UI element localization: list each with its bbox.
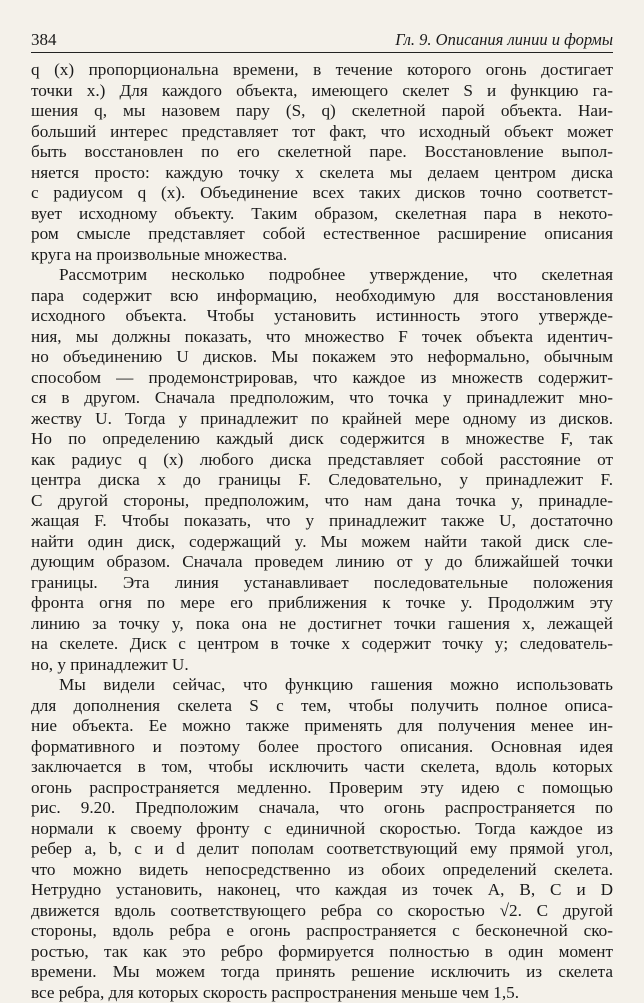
text-line: Но по определению каждый диск содержится в множестве F, так (31, 429, 613, 450)
text-line: вует исходному объекту. Таким образом, скелетная пара в некото- (31, 204, 613, 225)
text-line: что можно видеть непосредственно из обоих определений скелета. (31, 860, 613, 881)
text-line: точки x.) Для каждого объекта, имеющего скелет S и функцию га- (31, 81, 613, 102)
text-line: стороны, вдоль ребра e огонь распространяется с бесконечной ско- (31, 921, 613, 942)
text-line: q (x) пропорциональна времени, в течение которого огонь достигает (31, 60, 613, 81)
text-line: исходного объекта. Чтобы установить истинность этого утвержде- (31, 306, 613, 327)
paragraph (31, 265, 613, 675)
text-line: способом — продемонстрировав, что каждое из множеств содержит- (31, 368, 613, 389)
text-line: быть восстановлен по его скелетной паре. Восстановление выпол- (31, 142, 613, 163)
text-line: но объединению U дисков. Мы покажем это неформально, обычным (31, 347, 613, 368)
text-line: с радиусом q (x). Объединение всех таких дисков точно соответст- (31, 183, 613, 204)
text-line: времени. Мы можем тогда принять решение исключить из скелета (31, 962, 613, 983)
text-line: огонь распространяется медленно. Проверим эту идею с помощью (31, 778, 613, 799)
text-line: С другой стороны, предположим, что нам дана точка y, принадле- (31, 491, 613, 512)
text-line: центра диска x до границы F. Следовательно, y принадлежит F. (31, 470, 613, 491)
text-line: ния, мы должны показать, что множество F точек объекта идентич- (31, 327, 613, 348)
text-line: Рассмотрим несколько подробнее утверждение, что скелетная (31, 265, 613, 286)
text-line: формативного и поэтому более простого описания. Основная идея (31, 737, 613, 758)
text-line: больший интерес представляет тот факт, что исходный объект может (31, 122, 613, 143)
text-line: нормали к своему фронту с единичной скоростью. Тогда каждое из (31, 819, 613, 840)
page-number: 384 (31, 30, 57, 50)
text-line: жеству U. Тогда y принадлежит по крайней мере одному из дисков. (31, 409, 613, 430)
body-text (31, 60, 613, 1003)
text-line: для дополнения скелета S с тем, чтобы получить полное описа- (31, 696, 613, 717)
text-line: рис. 9.20. Предположим сначала, что огонь распространяется по (31, 798, 613, 819)
page-header (31, 28, 613, 53)
text-line: фронта огня по мере его приближения к точке y. Продолжим эту (31, 593, 613, 614)
text-line: круга на произвольные множества. (31, 245, 613, 266)
text-line: найти один диск, содержащий y. Мы можем найти такой диск сле- (31, 532, 613, 553)
text-line: няется просто: каждую точку x скелета мы делаем центром диска (31, 163, 613, 184)
text-line: ние объекта. Ее можно также применять для получения менее ин- (31, 716, 613, 737)
text-line: но, y принадлежит U. (31, 655, 613, 676)
text-line: движется вдоль соответствующего ребра со скоростью √2. С другой (31, 901, 613, 922)
text-line: линию за точку y, пока она не достигнет точки гашения x, лежащей (31, 614, 613, 635)
text-line: дующим образом. Сначала проведем линию от y до ближайшей точки (31, 552, 613, 573)
text-line: заключается в том, чтобы исключить части скелета, вдоль которых (31, 757, 613, 778)
text-line: все ребра, для которых скорость распространения меньше чем 1,5. (31, 983, 613, 1003)
text-line: Нетрудно установить, наконец, что каждая из точек A, B, C и D (31, 880, 613, 901)
text-line: пара содержит всю информацию, необходимую для восстановления (31, 286, 613, 307)
text-line: шения q, мы назовем пару (S, q) скелетной парой объекта. Наи- (31, 101, 613, 122)
text-line: ром смысле представляет собой естественное расширение описания (31, 224, 613, 245)
text-line: ся в другом. Сначала предположим, что точка y принадлежит мно- (31, 388, 613, 409)
text-line: как радиус q (x) любого диска представляет собой расстояние от (31, 450, 613, 471)
running-head: Гл. 9. Описания линии и формы (395, 30, 613, 50)
paragraph (31, 675, 613, 1003)
text-line: на скелете. Диск с центром в точке x содержит точку y; следователь- (31, 634, 613, 655)
text-line: ростью, так как это ребро формируется полностью в один момент (31, 942, 613, 963)
text-line: жащая F. Чтобы показать, что y принадлежит также U, достаточно (31, 511, 613, 532)
text-line: границы. Эта линия устанавливает последовательные положения (31, 573, 613, 594)
text-line: ребер a, b, c и d делит пополам соответствующий ему прямой угол, (31, 839, 613, 860)
paragraph (31, 60, 613, 265)
text-line: Мы видели сейчас, что функцию гашения можно использовать (31, 675, 613, 696)
